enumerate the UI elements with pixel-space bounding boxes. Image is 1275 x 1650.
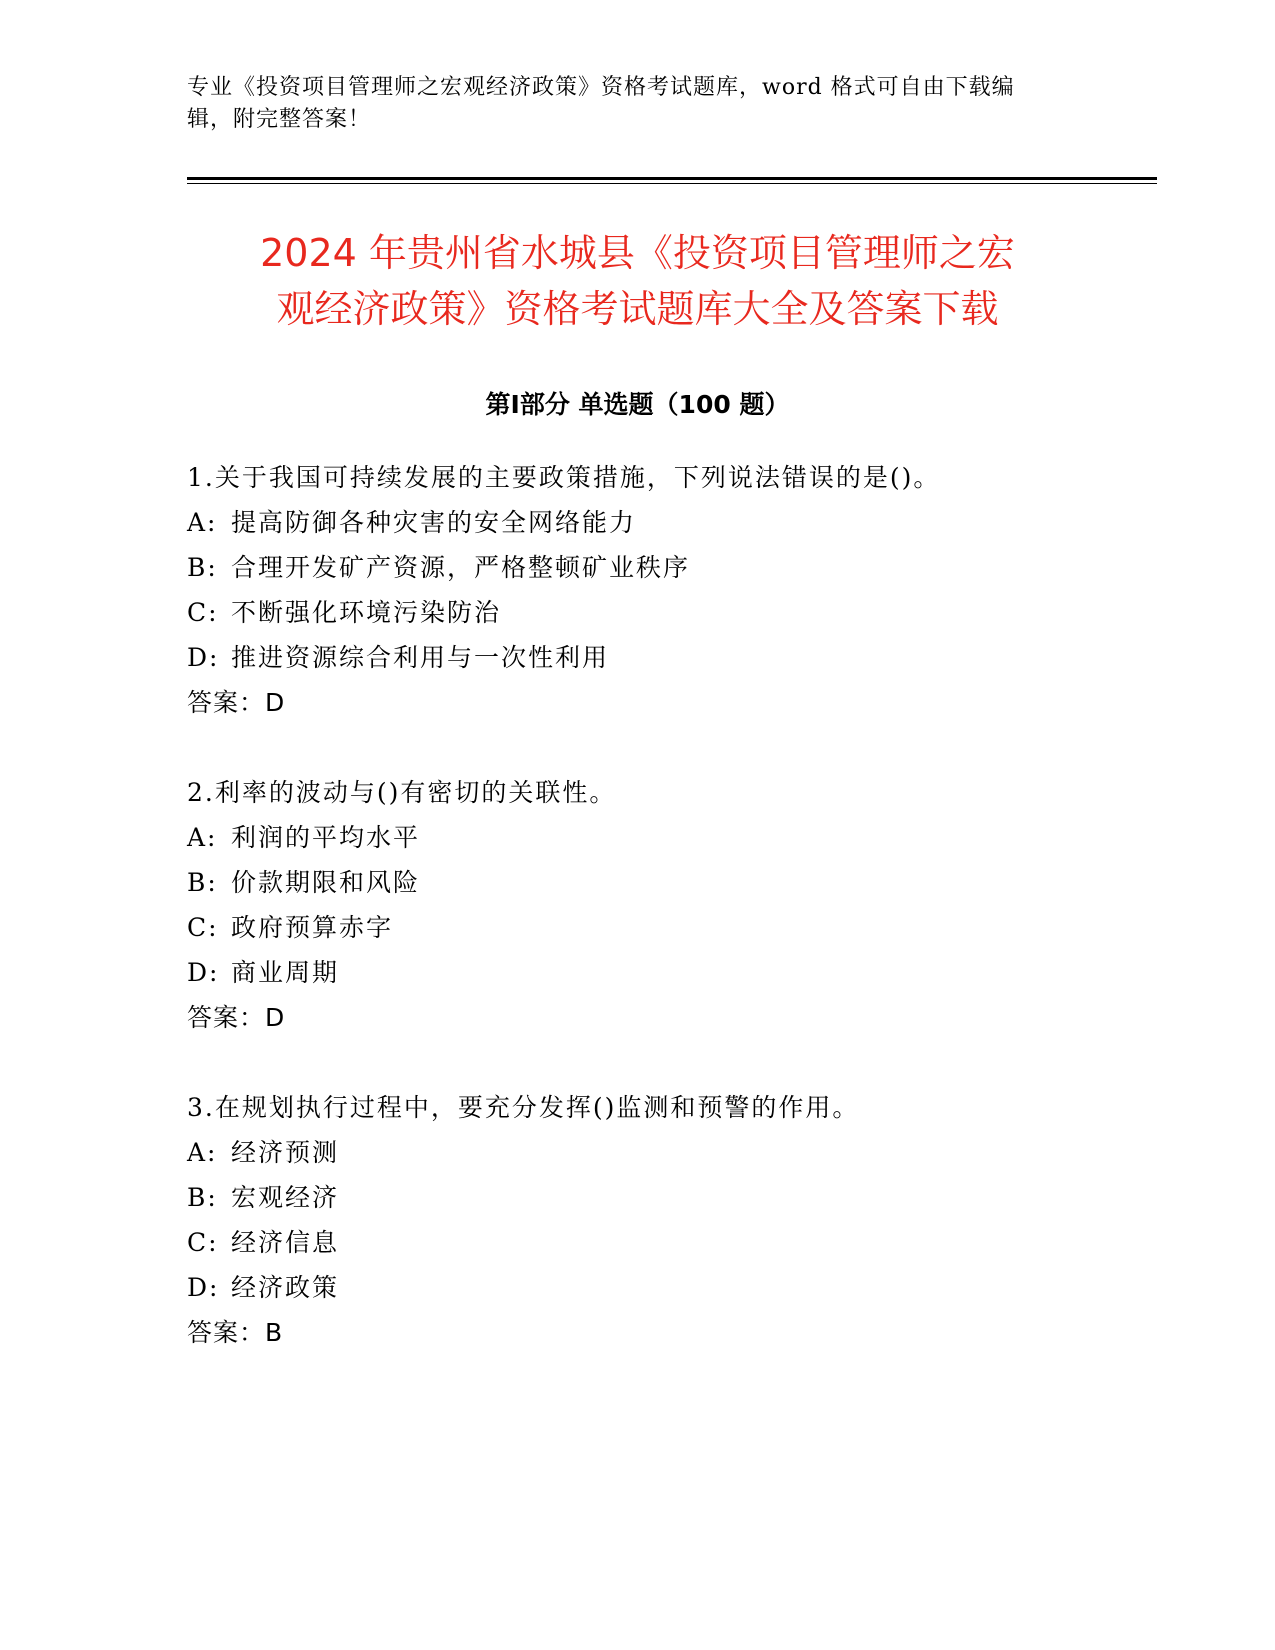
option-label: C: xyxy=(187,913,219,942)
option-text: 价款期限和风险 xyxy=(231,868,421,897)
option-text: 推进资源综合利用与一次性利用 xyxy=(231,643,610,672)
option-label: B: xyxy=(187,868,218,897)
question-2 xyxy=(187,770,1137,1040)
option-label: D: xyxy=(187,1273,220,1302)
document-title xyxy=(160,225,1115,337)
option-d xyxy=(187,1265,1137,1310)
question-stem: 2.利率的波动与()有密切的关联性。 xyxy=(187,778,617,807)
option-label: A: xyxy=(187,823,218,852)
document-title-line-2: 观经济政策》资格考试题库大全及答案下载 xyxy=(276,287,999,331)
option-b xyxy=(187,860,1137,905)
question-3 xyxy=(187,1085,1137,1355)
section-title: 第Ⅰ部分 单选题（100 题） xyxy=(485,390,790,419)
question-1 xyxy=(187,455,1137,725)
header-note xyxy=(187,72,1067,136)
option-d xyxy=(187,950,1137,995)
option-label: C: xyxy=(187,598,219,627)
question-stem: 3.在规划执行过程中，要充分发挥()监测和预警的作用。 xyxy=(187,1093,860,1122)
option-label: B: xyxy=(187,1183,218,1212)
option-c xyxy=(187,1220,1137,1265)
option-text: 商业周期 xyxy=(231,958,340,987)
option-b xyxy=(187,545,1137,590)
option-text: 经济信息 xyxy=(231,1228,340,1257)
header-divider-thin xyxy=(187,183,1157,184)
option-c xyxy=(187,905,1137,950)
option-a xyxy=(187,500,1137,545)
option-text: 经济预测 xyxy=(231,1138,340,1167)
header-divider-thick xyxy=(187,177,1157,180)
option-b xyxy=(187,1175,1137,1220)
option-a xyxy=(187,1130,1137,1175)
option-label: A: xyxy=(187,508,218,537)
answer: 答案：D xyxy=(187,688,286,717)
answer: 答案：D xyxy=(187,1003,286,1032)
option-text: 不断强化环境污染防治 xyxy=(231,598,502,627)
option-label: D: xyxy=(187,643,220,672)
document-title-line-1: 2024 年贵州省水城县《投资项目管理师之宏 xyxy=(260,231,1015,275)
header-note-line-2: 辑，附完整答案！ xyxy=(187,107,372,132)
option-text: 利润的平均水平 xyxy=(231,823,421,852)
option-label: C: xyxy=(187,1228,219,1257)
option-text: 经济政策 xyxy=(231,1273,340,1302)
header-note-line-1: 专业《投资项目管理师之宏观经济政策》资格考试题库，word 格式可自由下载编 xyxy=(187,75,1015,100)
question-stem: 1.关于我国可持续发展的主要政策措施，下列说法错误的是()。 xyxy=(187,463,941,492)
option-label: D: xyxy=(187,958,220,987)
answer: 答案：B xyxy=(187,1318,284,1347)
option-c xyxy=(187,590,1137,635)
option-text: 合理开发矿产资源，严格整顿矿业秩序 xyxy=(231,553,691,582)
option-text: 政府预算赤字 xyxy=(231,913,394,942)
option-text: 提高防御各种灾害的安全网络能力 xyxy=(231,508,637,537)
option-text: 宏观经济 xyxy=(231,1183,340,1212)
option-d xyxy=(187,635,1137,680)
option-a xyxy=(187,815,1137,860)
option-label: B: xyxy=(187,553,218,582)
option-label: A: xyxy=(187,1138,218,1167)
